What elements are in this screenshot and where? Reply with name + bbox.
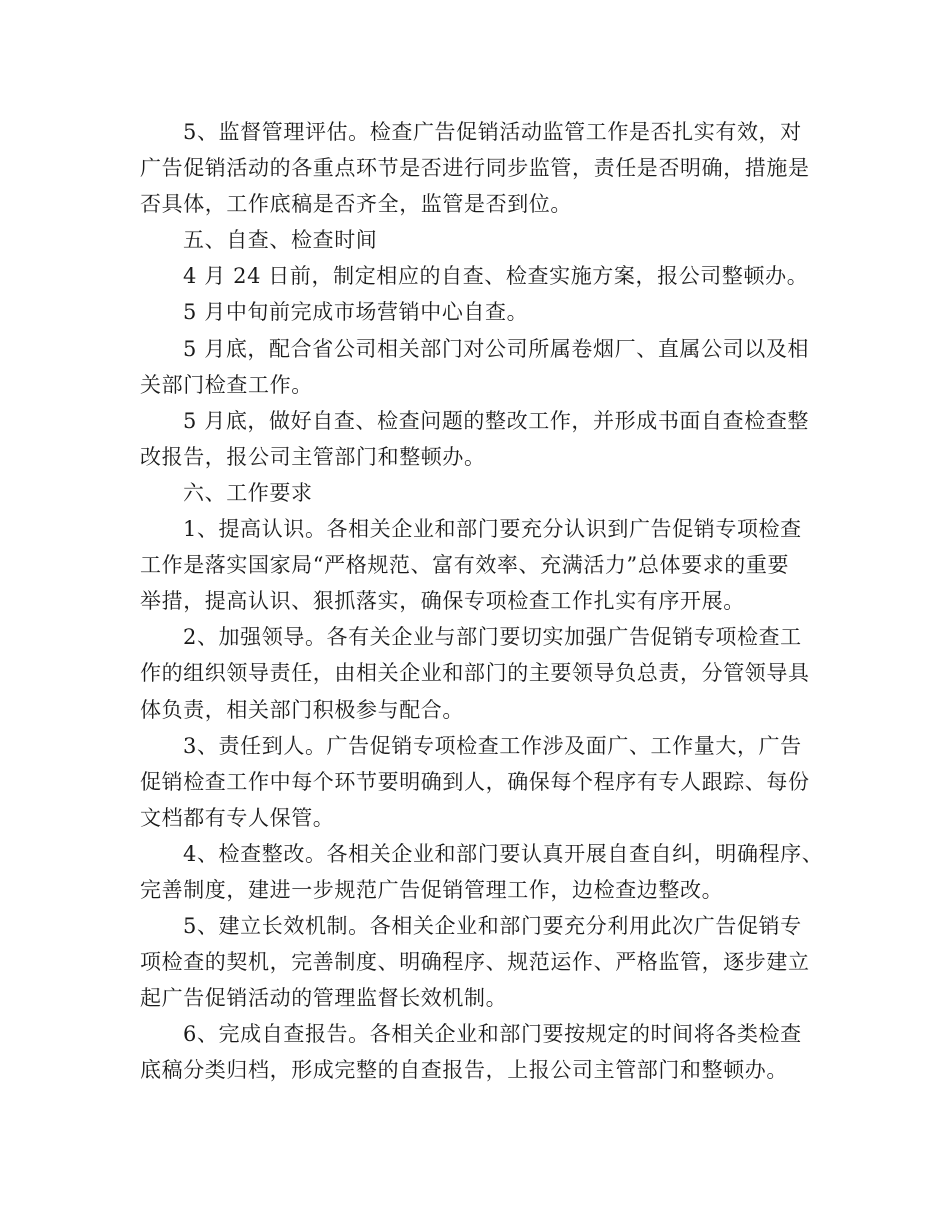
text-line: 体负责，相关部门积极参与配合。 bbox=[140, 697, 464, 722]
text-line: 关部门检查工作。 bbox=[140, 372, 313, 397]
text-line: 5 月底，做好自查、检查问题的整改工作，并形成书面自查检查整 bbox=[183, 408, 810, 433]
text-line: 否具体，工作底稿是否齐全，监管是否到位。 bbox=[140, 192, 572, 217]
text-line: 5 月中旬前完成市场营销中心自查。 bbox=[183, 300, 529, 325]
text-line: 5、监督管理评估。检查广告促销活动监管工作是否扎实有效，对 bbox=[183, 120, 802, 144]
text-line: 2、加强领导。各有关企业与部门要切实加强广告促销专项检查工 bbox=[183, 625, 802, 650]
text-line: 4、检查整改。各相关企业和部门要认真开展自查自纠，明确程序、 bbox=[183, 841, 824, 866]
text-line: 项检查的契机，完善制度、明确程序、规范运作、严格监管，逐步建立 bbox=[140, 950, 810, 975]
text-line: 5、建立长效机制。各相关企业和部门要充分利用此次广告促销专 bbox=[183, 914, 802, 939]
text-line: 文档都有专人保管。 bbox=[140, 805, 335, 830]
text-line: 完善制度，建进一步规范广告促销管理工作，边检查边整改。 bbox=[140, 877, 724, 902]
text-line: 广告促销活动的各重点环节是否进行同步监管，责任是否明确，措施是 bbox=[140, 156, 810, 181]
text-line: 工作是落实国家局“严格规范、富有效率、充满活力”总体要求的重要 bbox=[140, 553, 790, 578]
text-line: 3、责任到人。广告促销专项检查工作涉及面广、工作量大，广告 bbox=[183, 733, 802, 758]
text-line: 作的组织领导责任，由相关企业和部门的主要领导负总责，分管领导具 bbox=[140, 661, 810, 686]
text-line: 底稿分类归档，形成完整的自查报告，上报公司主管部门和整顿办。 bbox=[140, 1058, 788, 1083]
text-line: 5 月底，配合省公司相关部门对公司所属卷烟厂、直属公司以及相 bbox=[183, 336, 810, 361]
text-line: 4 月 24 日前，制定相应的自查、检查实施方案，报公司整顿办。 bbox=[183, 264, 809, 289]
text-line: 举措，提高认识、狠抓落实，确保专项检查工作扎实有序开展。 bbox=[140, 589, 745, 614]
text-line: 起广告促销活动的管理监督长效机制。 bbox=[140, 986, 508, 1011]
text-line: 改报告，报公司主管部门和整顿办。 bbox=[140, 444, 486, 469]
text-line: 1、提高认识。各相关企业和部门要充分认识到广告促销专项检查 bbox=[183, 517, 802, 542]
text-line: 促销检查工作中每个环节要明确到人，确保每个程序有专人跟踪、每份 bbox=[140, 769, 810, 794]
document-body bbox=[140, 114, 824, 1089]
text-line: 五、自查、检查时间 bbox=[183, 228, 378, 253]
text-line: 6、完成自查报告。各相关企业和部门要按规定的时间将各类检查 bbox=[183, 1022, 802, 1047]
text-line: 六、工作要求 bbox=[183, 480, 313, 505]
